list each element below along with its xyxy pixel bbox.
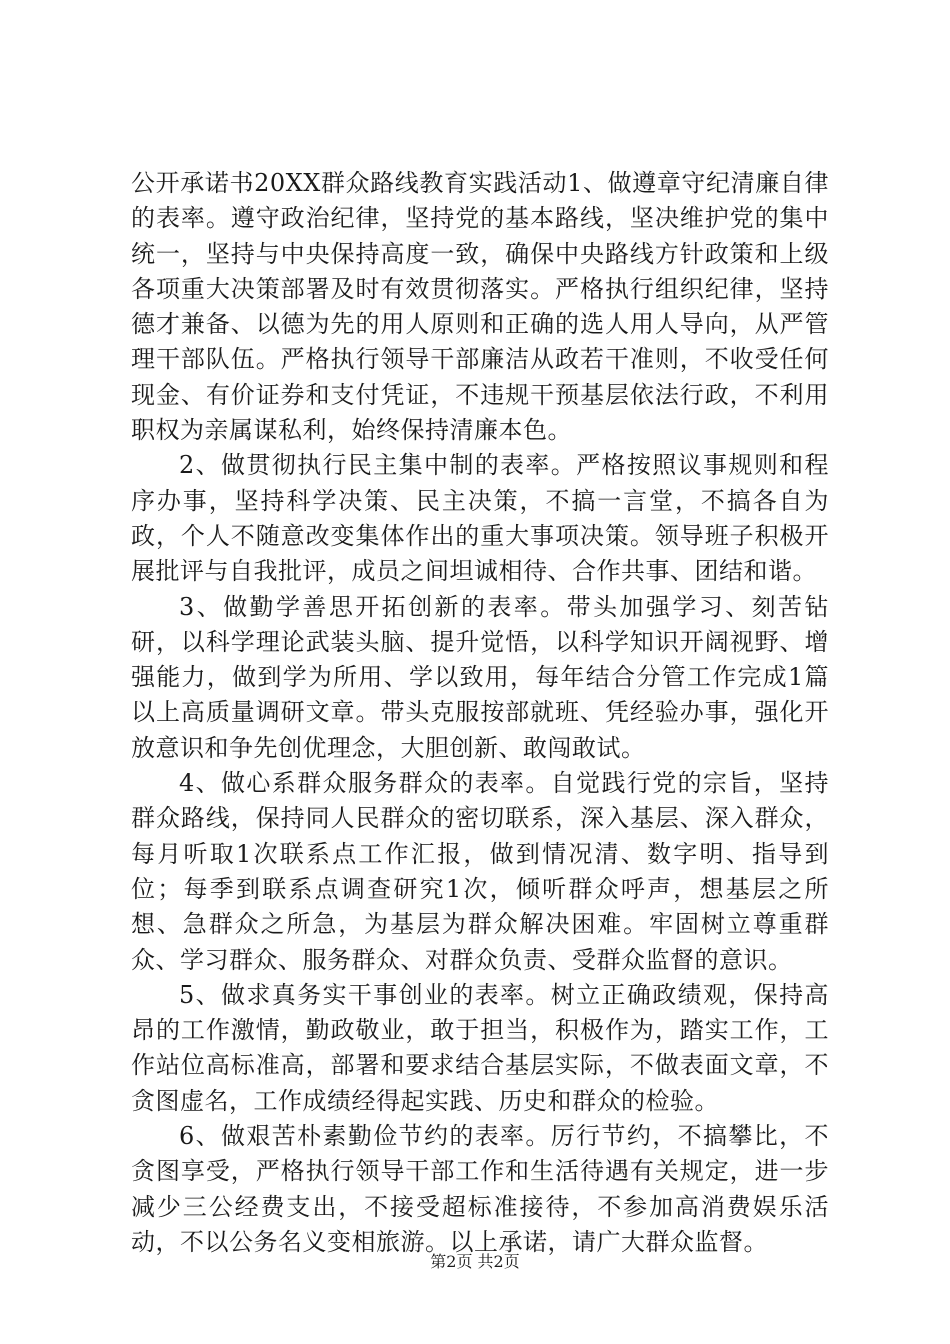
paragraph-5: 5、做求真务实干事创业的表率。树立正确政绩观，保持高昂的工作激情，勤政敬业，敢于担当，积极作为，踏实工作，工作站位高标准高，部署和要求结合基层实际，不做表面文章，不贪图虚名，工作成绩经得起实践、历史和群众的检验。 — [131, 980, 829, 1115]
paragraph-1: 公开承诺书20XX群众路线教育实践活动1、做遵章守纪清廉自律的表率。遵守政治纪律，坚持党的基本路线，坚决维护党的集中统一，坚持与中央保持高度一致，确保中央路线方针政策和上级各项重大决策部署及时有效贯彻落实。严格执行组织纪律，坚持德才兼备、以德为先的用人原则和正确的选人用人导向，从严管理干部队伍。严格执行领导干部廉洁从政若干准则，不收受任何现金、有价证券和支付凭证，不违规干预基层依法行政，不利用职权为亲属谋私利，始终保持清廉本色。 — [131, 169, 829, 445]
paragraph-3: 3、做勤学善思开拓创新的表率。带头加强学习、刻苦钻研，以科学理论武装头脑、提升觉悟，以科学知识开阔视野、增强能力，做到学为所用、学以致用，每年结合分管工作完成1篇以上高质量调研文章。带头克服按部就班、凭经验办事，强化开放意识和争先创优理念，大胆创新、敢闯敢试。 — [131, 592, 829, 762]
paragraph-6: 6、做艰苦朴素勤俭节约的表率。厉行节约，不搞攀比，不贪图享受，严格执行领导干部工作和生活待遇有关规定，进一步减少三公经费支出，不接受超标准接待，不参加高消费娱乐活动，不以公务名义变相旅游。以上承诺，请广大群众监督。 — [131, 1122, 829, 1256]
paragraph-2: 2、做贯彻执行民主集中制的表率。严格按照议事规则和程序办事，坚持科学决策、民主决策，不搞一言堂，不搞各自为政，个人不随意改变集体作出的重大事项决策。领导班子积极开展批评与自我批评，成员之间坦诚相待、合作共事、团结和谐。 — [131, 451, 829, 586]
page-number-footer: 第2页 共2页 — [430, 1252, 520, 1271]
paragraph-4: 4、做心系群众服务群众的表率。自觉践行党的宗旨，坚持群众路线，保持同人民群众的密切联系，深入基层、深入群众，每月听取1次联系点工作汇报，做到情况清、数字明、指导到位；每季到联系点调查研究1次，倾听群众呼声，想基层之所想、急群众之所急，为基层为群众解决困难。牢固树立尊重群众、学习群众、服务群众、对群众负责、受群众监督的意识。 — [131, 769, 829, 974]
document-body — [131, 166, 829, 1260]
